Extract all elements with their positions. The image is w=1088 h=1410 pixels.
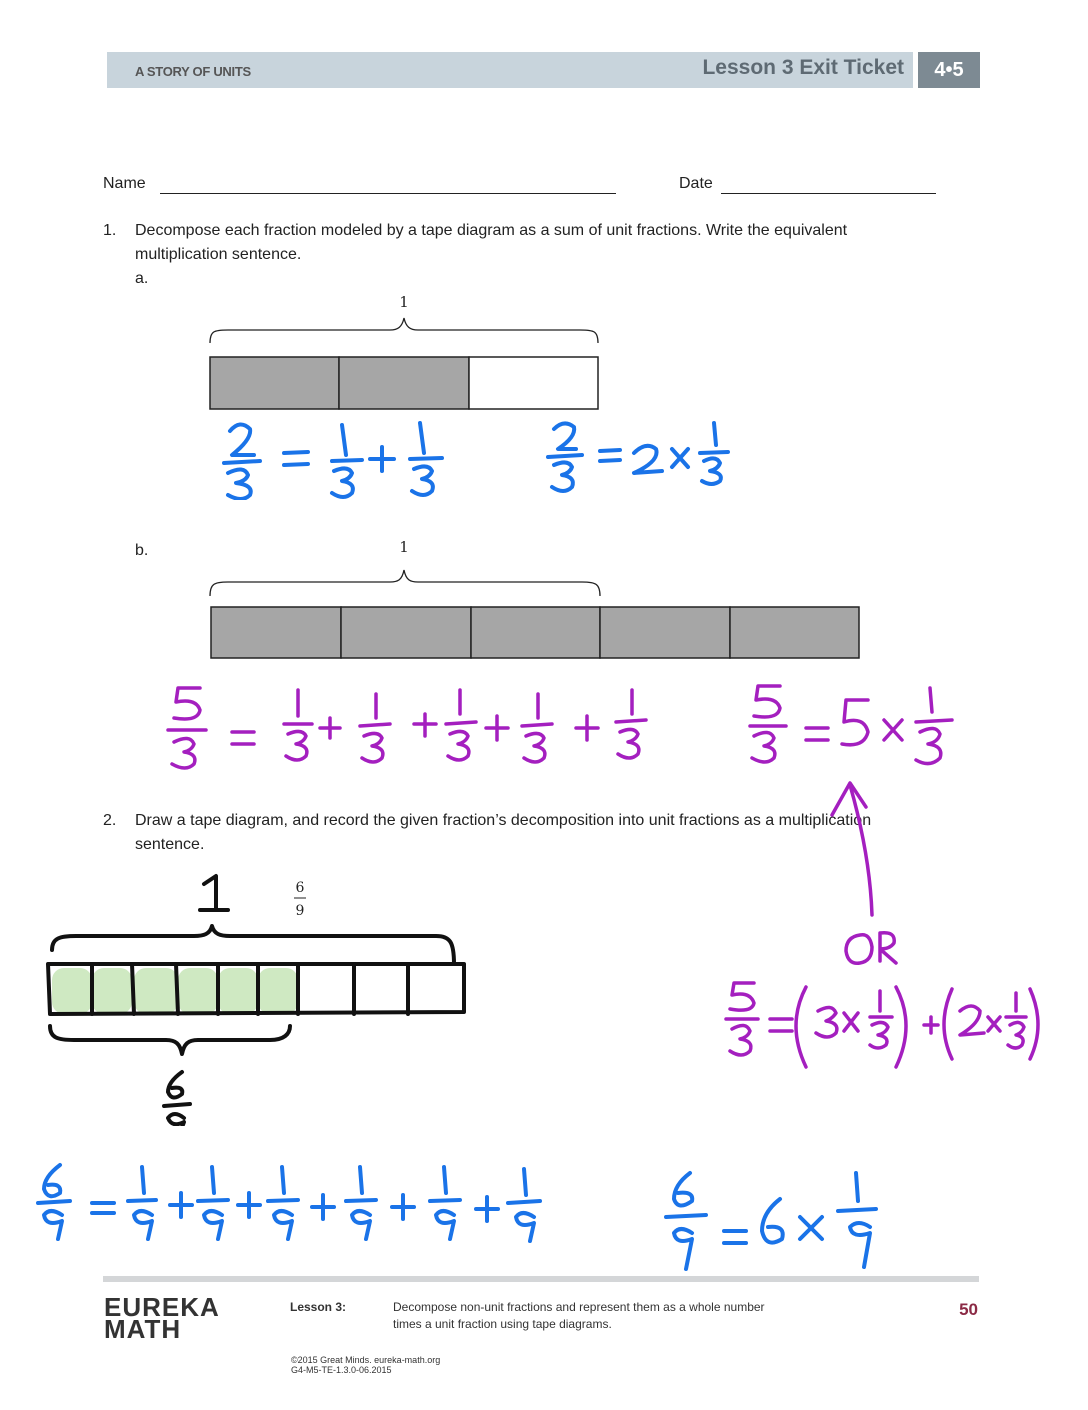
q2-text-line1: Draw a tape diagram, and record the given fraction’s decomposition into unit fractions as a multiplication bbox=[135, 812, 872, 829]
footer-code: G4-M5-TE-1.3.0-06.2015 bbox=[291, 1365, 392, 1375]
q1b-tape-unit bbox=[471, 607, 600, 658]
q1a-brace bbox=[210, 318, 598, 343]
page-title: Lesson 3 Exit Ticket bbox=[702, 56, 904, 79]
q1b-alternate-answer bbox=[720, 775, 1050, 1075]
q1a-tape-unit bbox=[469, 357, 598, 409]
q1b-tape-unit bbox=[600, 607, 730, 658]
q2-given-denominator: 9 bbox=[295, 903, 305, 919]
q2-shaded-unit bbox=[134, 968, 178, 1014]
date-label: Date bbox=[679, 175, 713, 192]
q2-shaded-unit bbox=[92, 968, 132, 1014]
q2-handwritten-tape bbox=[40, 866, 480, 1126]
q1b-handwritten-answer bbox=[160, 680, 980, 780]
grade-module-badge: 4•5 bbox=[918, 52, 980, 88]
q1b-tape-diagram bbox=[200, 530, 870, 665]
page-number: 50 bbox=[959, 1300, 978, 1319]
q1b-tape-unit bbox=[211, 607, 341, 658]
q2-shaded-unit bbox=[218, 968, 258, 1014]
q2-text-line2: sentence. bbox=[135, 836, 205, 853]
footer-lesson-desc-line1: Decompose non-unit fractions and represent them as a whole number bbox=[393, 1300, 765, 1314]
footer-copyright: ©2015 Great Minds. eureka-math.org bbox=[291, 1355, 441, 1365]
q2-handwritten-answer bbox=[30, 1155, 900, 1275]
q2-shaded-unit bbox=[258, 968, 298, 1014]
footer-divider bbox=[103, 1276, 979, 1282]
q1a-label: a. bbox=[135, 270, 149, 287]
q1b-brace bbox=[210, 570, 600, 596]
q1b-tape-unit bbox=[730, 607, 859, 658]
q1-text-line2: multiplication sentence. bbox=[135, 246, 302, 263]
q2-number: 2. bbox=[103, 812, 117, 829]
footer-lesson-desc-line2: times a unit fraction using tape diagrams. bbox=[393, 1317, 612, 1331]
q2-given-numerator: 6 bbox=[295, 880, 305, 896]
q2-shaded-unit bbox=[178, 968, 218, 1014]
q1a-brace-label: 1 bbox=[399, 293, 409, 311]
footer-lesson-label: Lesson 3: bbox=[290, 1300, 347, 1314]
name-field[interactable] bbox=[160, 193, 616, 194]
q2-shaded-unit bbox=[52, 968, 92, 1014]
q1-number: 1. bbox=[103, 222, 117, 239]
q1a-handwritten-answer bbox=[210, 415, 770, 500]
name-label: Name bbox=[103, 175, 146, 192]
q1a-tape-unit bbox=[210, 357, 339, 409]
series-label: A STORY OF UNITS bbox=[135, 64, 251, 79]
q1a-tape-diagram bbox=[200, 285, 610, 415]
q1a-tape-unit bbox=[339, 357, 469, 409]
q1b-tape-unit bbox=[341, 607, 471, 658]
eureka-math-logo: EUREKA MATH bbox=[104, 1292, 220, 1344]
q1-text-line1: Decompose each fraction modeled by a tape diagram as a sum of unit fractions. Write the equivalent bbox=[135, 222, 848, 239]
q1b-label: b. bbox=[135, 542, 149, 559]
date-field[interactable] bbox=[721, 193, 936, 194]
q1b-brace-label: 1 bbox=[399, 538, 409, 556]
